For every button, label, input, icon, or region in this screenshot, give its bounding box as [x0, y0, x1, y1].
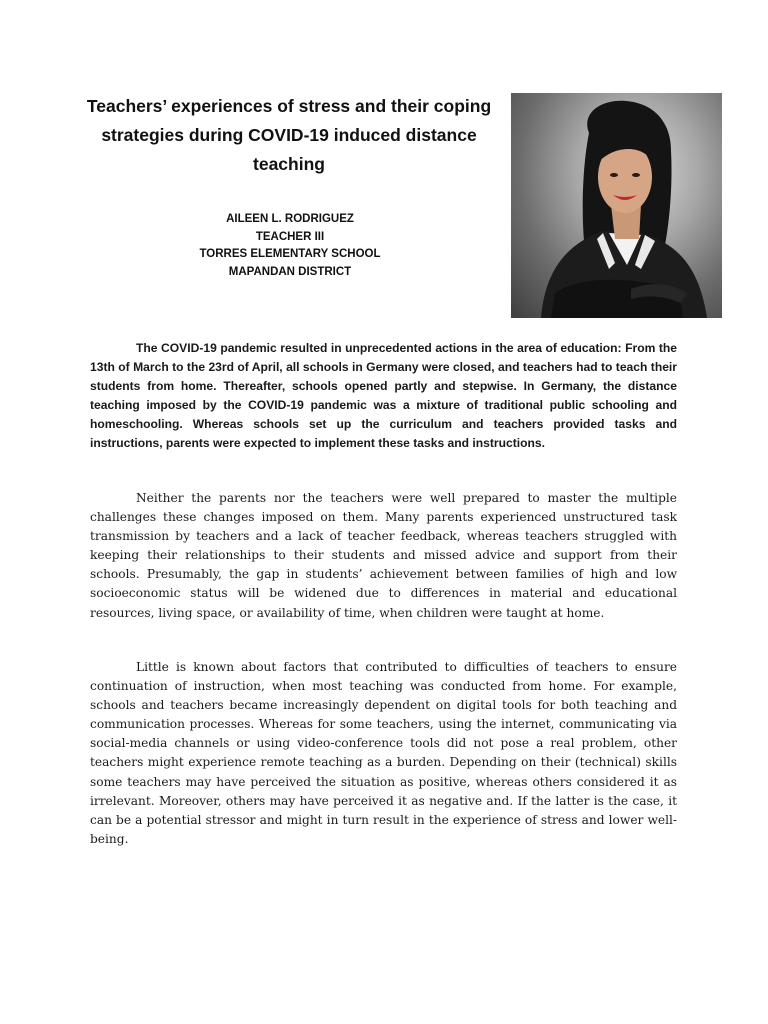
- title-line: teaching: [253, 154, 325, 174]
- author-byline: [170, 211, 410, 281]
- author-position: TEACHER III: [255, 230, 325, 243]
- body-paragraph-2: [90, 489, 677, 623]
- author-photo: [511, 93, 722, 318]
- title-line: strategies during COVID-19 induced distance: [101, 125, 477, 145]
- author-name: AILEEN L. RODRIGUEZ: [226, 213, 354, 225]
- body-paragraph-1: [90, 339, 677, 454]
- paragraph-text: The COVID-19 pandemic resulted in unprecedented actions in the area of education: From the 13th of March to the 23rd of April, all schools in Germany were closed, and teachers had to teach their students from home. Thereafter, schools opened partly and stepwise. In Germany, the distance teaching imposed by the COVID-19 pandemic was a mixture of traditional public schooling and homeschooling. Whereas schools set up the curriculum and teachers provided tasks and instructions, parents were expected to implement these tasks and instructions.: [90, 341, 677, 451]
- paragraph-text: Little is known about factors that contributed to difficulties of teachers to ensure continuation of instruction, when most teaching was conducted from home. For example, schools and teachers became increasingly dependent on digital tools for both teaching and communication processes. Whereas for some teachers, using the internet, communicating via social-media channels or using video-conference tools did not pose a real problem, other teachers might experience remote teaching as a burden. Depending on their (technical) skills some teachers may have perceived the situation as positive, whereas others considered it as irrelevant. Moreover, others may have perceived it as negative and. If the latter is the case, it can be a potential stressor and might in turn result in the experience of stress and lower well-being.: [90, 660, 677, 846]
- title-line: Teachers’ experiences of stress and their coping: [86, 96, 492, 116]
- author-district: MAPANDAN DISTRICT: [228, 265, 352, 278]
- article-title: [84, 92, 494, 179]
- author-portrait-image: [511, 93, 722, 318]
- body-paragraph-3: [90, 658, 677, 849]
- paragraph-text: Neither the parents nor the teachers were well prepared to master the multiple challenges these changes imposed on them. Many parents experienced unstructured task transmission by teachers and a lack of teacher feedback, whereas teachers struggled with keeping their relationships to their students and missed advice and support from their schools. Presumably, the gap in students’ achievement between families of high and low socioeconomic status will be widened due to differences in material and educational resources, living space, or availability of time, when children were taught at home.: [90, 491, 677, 620]
- author-school: TORRES ELEMENTARY SCHOOL: [199, 248, 381, 261]
